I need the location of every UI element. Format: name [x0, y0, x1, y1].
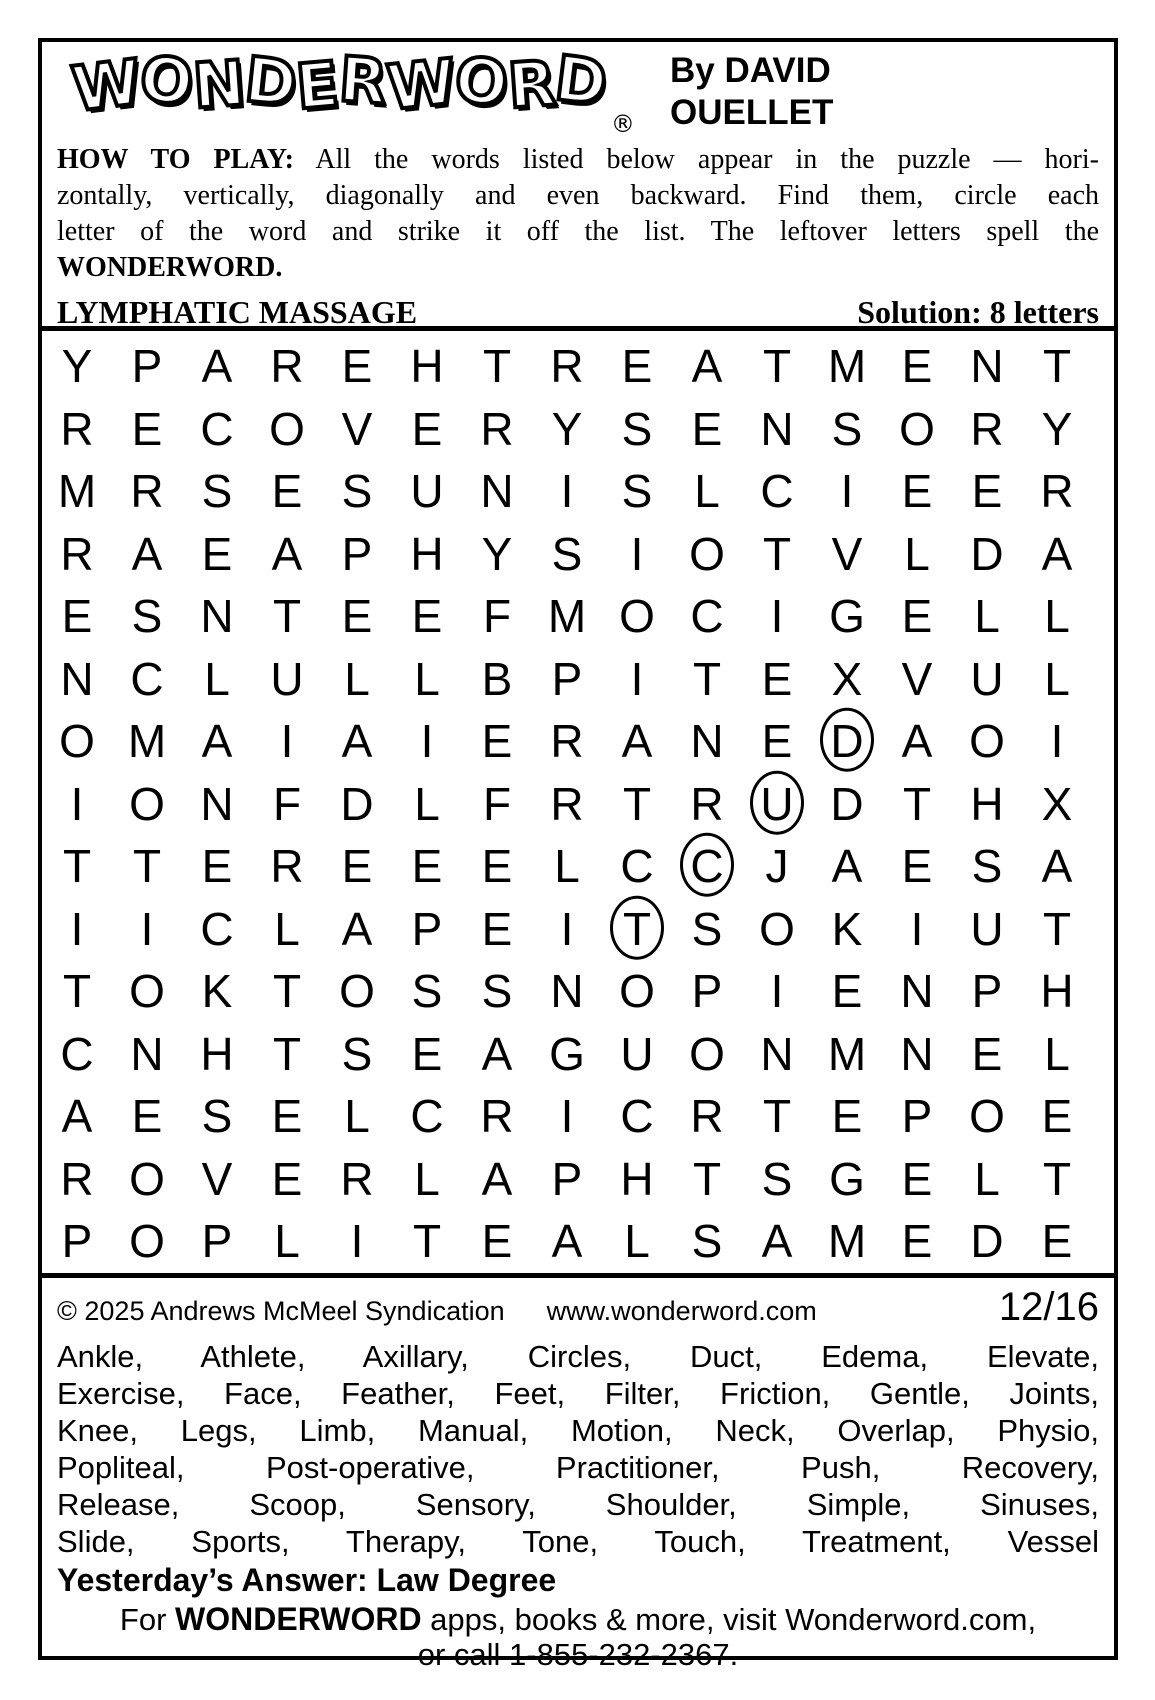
grid-cell: C: [690, 590, 724, 643]
grid-cell: N: [900, 965, 934, 1018]
grid-cell: T: [62, 965, 92, 1018]
grid-cell: U: [410, 465, 444, 518]
grid-cell: N: [60, 652, 94, 705]
byline-line1: By DAVID: [670, 51, 831, 90]
grid-cell: L: [274, 902, 300, 955]
grid-cell: C: [620, 840, 654, 893]
grid-cell: R: [60, 527, 94, 580]
grid-cell: Y: [61, 340, 93, 393]
grid-cell: T: [762, 1090, 792, 1143]
grid-cell: F: [272, 777, 302, 830]
byline-line2: OUELLET: [670, 93, 834, 132]
grid-cell: E: [131, 402, 163, 455]
grid-cell: K: [201, 965, 233, 1018]
word-list-line: Release, Scoop, Sensory, Shoulder, Simple, Sinuses,: [57, 1487, 1099, 1522]
grid-cell: P: [131, 340, 163, 393]
grid-cell: O: [339, 965, 375, 1018]
grid-cell: C: [620, 1090, 654, 1143]
grid-cell: D: [830, 777, 864, 830]
grid-cell: A: [1041, 527, 1073, 580]
grid-cell: R: [60, 1152, 94, 1205]
grid-cell: P: [691, 965, 723, 1018]
grid-cell: M: [827, 1215, 867, 1268]
grid-cell: U: [620, 1027, 654, 1080]
grid-cell: N: [900, 1027, 934, 1080]
registered-mark: ®: [610, 110, 635, 138]
grid-cell: E: [901, 340, 933, 393]
grid-cell: L: [414, 652, 440, 705]
grid-cell: B: [481, 652, 513, 705]
grid-cell: S: [691, 1215, 723, 1268]
grid-cell: O: [689, 1027, 725, 1080]
grid-cell: U: [970, 902, 1004, 955]
grid-cell: R: [480, 402, 514, 455]
grid-cell: E: [131, 1090, 163, 1143]
grid-cell: R: [550, 777, 584, 830]
grid-cell: E: [481, 840, 513, 893]
logo-letter: D: [551, 41, 612, 120]
grid-cell: T: [622, 777, 652, 830]
grid-cell: P: [901, 1090, 933, 1143]
grid-cell: O: [129, 1215, 165, 1268]
grid-cell: T: [272, 590, 302, 643]
grid-cell: T: [62, 840, 92, 893]
grid-cell: I: [770, 965, 784, 1018]
grid-cell: N: [690, 715, 724, 768]
grid-cell: R: [340, 1152, 374, 1205]
word-list: [57, 1338, 1099, 1560]
divider-bottom: [42, 1273, 1114, 1278]
grid-cell: E: [971, 1027, 1003, 1080]
wonderword-bold: WONDERWORD.: [57, 252, 283, 283]
yesterdays-answer: [57, 1561, 1099, 1599]
grid-cell: T: [272, 965, 302, 1018]
grid-cell: I: [630, 652, 644, 705]
grid-cell: E: [901, 840, 933, 893]
grid-cell: L: [694, 465, 720, 518]
grid-cell: O: [59, 715, 95, 768]
grid-cell: S: [481, 965, 513, 1018]
grid-cell: A: [761, 1215, 793, 1268]
grid-cell: P: [61, 1215, 93, 1268]
grid-cell: T: [1042, 340, 1072, 393]
puzzle-date: 12/16: [998, 1285, 1099, 1329]
logo-letter: N: [190, 46, 248, 123]
promo: [57, 1602, 1099, 1672]
grid-cell: R: [690, 1090, 724, 1143]
grid-cell: P: [341, 527, 373, 580]
grid-cell: O: [129, 965, 165, 1018]
grid-cell: A: [271, 527, 303, 580]
grid-cell: R: [130, 465, 164, 518]
grid-cell: G: [829, 590, 865, 643]
grid-cell: V: [201, 1152, 233, 1205]
grid-cell: S: [411, 965, 443, 1018]
grid-cell: E: [1041, 1215, 1073, 1268]
grid-cell: M: [827, 340, 867, 393]
grid-cell: L: [554, 840, 580, 893]
grid-cell: A: [341, 715, 373, 768]
word-list-line: Ankle, Athlete, Axillary, Circles, Duct, Edema, Elevate,: [57, 1339, 1099, 1374]
grid-cell: O: [759, 902, 795, 955]
grid-cell: H: [410, 527, 444, 580]
grid-cell: S: [761, 1152, 793, 1205]
grid-cell: E: [341, 590, 373, 643]
grid-cell: M: [827, 1027, 867, 1080]
grid-cell: E: [411, 1027, 443, 1080]
footer: [42, 1285, 1114, 1672]
grid-cell: N: [550, 965, 584, 1018]
grid-cell: A: [621, 715, 653, 768]
grid-cell: E: [271, 465, 303, 518]
grid-cell: J: [765, 840, 789, 893]
grid-cell: I: [70, 777, 84, 830]
grid-cell: E: [901, 1152, 933, 1205]
grid-cell: M: [57, 465, 97, 518]
grid-cell: I: [350, 1215, 364, 1268]
grid-cell: O: [899, 402, 935, 455]
grid-cell: E: [831, 965, 863, 1018]
grid-cell: H: [410, 340, 444, 393]
grid-cell: O: [619, 590, 655, 643]
grid-cell: I: [630, 527, 644, 580]
grid-cell: M: [127, 715, 167, 768]
logo-letter: E: [293, 47, 343, 124]
grid-cell: O: [969, 715, 1005, 768]
grid-cell: N: [200, 777, 234, 830]
grid-cell: S: [201, 1090, 233, 1143]
word-list-line: Exercise, Face, Feather, Feet, Filter, Friction, Gentle, Joints,: [57, 1376, 1099, 1411]
grid-cell: X: [1041, 777, 1073, 830]
grid-cell: O: [129, 1152, 165, 1205]
grid-cell: A: [61, 1090, 93, 1143]
grid-cell: E: [481, 715, 513, 768]
grid-cell-circled: U: [742, 773, 812, 836]
copyright-row: [57, 1285, 1099, 1330]
grid-cell: L: [414, 777, 440, 830]
logo-letter: W: [383, 44, 459, 125]
grid-cell: C: [410, 1090, 444, 1143]
grid-cell: I: [910, 902, 924, 955]
grid-cell: E: [621, 340, 653, 393]
grid-cell: C: [760, 465, 794, 518]
grid-cell: E: [341, 340, 373, 393]
how-to-play-line3: letter of the word and strike it off the list. The leftover letters spell the: [57, 216, 1099, 247]
logo-row: [42, 42, 1114, 138]
grid-cell: I: [70, 902, 84, 955]
grid-cell-circled: T: [602, 898, 672, 961]
grid-cell: I: [1050, 715, 1064, 768]
grid-cell: L: [344, 1090, 370, 1143]
grid-cell: E: [411, 590, 443, 643]
grid-cell: L: [1044, 1027, 1070, 1080]
promo-line1: [57, 1602, 1099, 1637]
grid-cell: H: [1040, 965, 1074, 1018]
grid-cell: E: [271, 1152, 303, 1205]
grid-cell: P: [551, 1152, 583, 1205]
grid-cell: R: [690, 777, 724, 830]
title-row: [57, 294, 1099, 331]
grid-cell: E: [481, 1215, 513, 1268]
grid-cell: R: [550, 715, 584, 768]
logo-letter: W: [68, 45, 145, 126]
grid-cell: I: [280, 715, 294, 768]
grid-cell: E: [831, 1090, 863, 1143]
grid-cell: A: [201, 340, 233, 393]
grid-cell: I: [560, 902, 574, 955]
grid-cell: L: [624, 1215, 650, 1268]
grid-cell: S: [621, 465, 653, 518]
grid-cell: U: [970, 652, 1004, 705]
grid-cell: I: [560, 1090, 574, 1143]
grid-cell: M: [547, 590, 587, 643]
grid-cell: H: [620, 1152, 654, 1205]
grid-cell: T: [1042, 902, 1072, 955]
grid-cell: E: [201, 527, 233, 580]
grid-cell: V: [901, 652, 933, 705]
grid-cell: N: [480, 465, 514, 518]
how-to-play-line4: [57, 250, 1099, 286]
grid-cell: A: [201, 715, 233, 768]
grid-cell: R: [60, 402, 94, 455]
grid-cell: E: [971, 465, 1003, 518]
grid-cell: D: [340, 777, 374, 830]
grid-cell: U: [270, 652, 304, 705]
grid-cell: C: [200, 902, 234, 955]
grid-cell: R: [480, 1090, 514, 1143]
grid-cell: T: [272, 1027, 302, 1080]
grid-cell: Y: [481, 527, 513, 580]
how-to-play-label: HOW TO PLAY:: [57, 144, 294, 175]
grid-cell: G: [829, 1152, 865, 1205]
grid-cell: R: [970, 402, 1004, 455]
grid-cell: E: [901, 590, 933, 643]
promo-for: For: [119, 1602, 167, 1637]
grid-cell: O: [129, 777, 165, 830]
grid-cell: P: [411, 902, 443, 955]
grid-cell: L: [974, 590, 1000, 643]
grid-cell: R: [550, 340, 584, 393]
grid-cell: O: [619, 965, 655, 1018]
promo-line2: or call 1-855-232-2367.: [417, 1637, 739, 1672]
grid-cell: E: [761, 652, 793, 705]
grid-cell: E: [201, 840, 233, 893]
grid-cell: A: [831, 840, 863, 893]
grid-cell: C: [130, 652, 164, 705]
grid-cell: O: [269, 402, 305, 455]
letter-grid: [42, 331, 1092, 1273]
grid-cell: T: [902, 777, 932, 830]
grid-cell: A: [1041, 840, 1073, 893]
logo-letter: R: [505, 46, 559, 123]
grid-cell: N: [760, 402, 794, 455]
grid-cell: E: [901, 465, 933, 518]
grid-cell: T: [132, 840, 162, 893]
grid-cell: F: [482, 777, 512, 830]
grid-cell: I: [770, 590, 784, 643]
grid-cell: L: [274, 1215, 300, 1268]
logo-letter: O: [137, 41, 197, 120]
grid-cell: E: [411, 840, 443, 893]
solution-note: Solution: 8 letters: [857, 294, 1099, 330]
puzzle-title: LYMPHATIC MASSAGE: [57, 294, 418, 330]
grid-cell: E: [1041, 1090, 1073, 1143]
grid-cell: Y: [551, 402, 583, 455]
grid-cell: I: [420, 715, 434, 768]
grid-cell: L: [904, 527, 930, 580]
grid-cell: R: [270, 340, 304, 393]
grid-cell: S: [691, 902, 723, 955]
grid-cell: T: [1042, 1152, 1072, 1205]
grid-cell: E: [761, 715, 793, 768]
grid-cell: L: [1044, 652, 1070, 705]
grid-cell: T: [762, 527, 792, 580]
grid-cell: S: [831, 402, 863, 455]
grid-cell: T: [692, 652, 722, 705]
how-to-play-line2: zontally, vertically, diagonally and even backward. Find them, circle each: [57, 180, 1099, 211]
logo-letter: O: [452, 42, 511, 121]
website-text: www.wonderword.com: [546, 1296, 817, 1326]
grid-cell: A: [901, 715, 933, 768]
grid-cell: E: [901, 1215, 933, 1268]
grid-cell: A: [691, 340, 723, 393]
word-list-line: Knee, Legs, Limb, Manual, Motion, Neck, Overlap, Physio,: [57, 1413, 1099, 1448]
grid-cell: C: [200, 402, 234, 455]
grid-cell: O: [969, 1090, 1005, 1143]
grid-cell: A: [551, 1215, 583, 1268]
grid-cell: R: [270, 840, 304, 893]
grid-cell: I: [840, 465, 854, 518]
grid-cell: N: [200, 590, 234, 643]
grid-cell: L: [974, 1152, 1000, 1205]
grid-cell: V: [341, 402, 373, 455]
grid-cell: V: [831, 527, 863, 580]
grid-cell: E: [61, 590, 93, 643]
grid-cell: A: [481, 1152, 513, 1205]
grid-cell: H: [970, 777, 1004, 830]
grid-cell: O: [689, 527, 725, 580]
word-list-line: Popliteal, Post-operative, Practitioner, Push, Recovery,: [57, 1450, 1099, 1485]
grid-cell: N: [970, 340, 1004, 393]
grid-cell: D: [970, 527, 1004, 580]
grid-cell: L: [1044, 590, 1070, 643]
header: [42, 41, 1114, 330]
grid-cell: P: [201, 1215, 233, 1268]
grid-cell: T: [482, 340, 512, 393]
grid-cell: S: [341, 1027, 373, 1080]
grid-cell-circled: C: [672, 835, 742, 898]
grid-cell: S: [621, 402, 653, 455]
grid-cell: A: [341, 902, 373, 955]
grid-cell: X: [831, 652, 863, 705]
yesterdays-answer-value: Law Degree: [376, 1562, 557, 1598]
grid-cell: L: [414, 1152, 440, 1205]
grid-cell: Y: [1041, 402, 1073, 455]
grid-cell: D: [970, 1215, 1004, 1268]
yesterdays-answer-label: Yesterday’s Answer:: [57, 1562, 368, 1598]
grid-cell: S: [551, 527, 583, 580]
grid-cell: A: [481, 1027, 513, 1080]
grid-cell: I: [140, 902, 154, 955]
word-list-line: Slide, Sports, Therapy, Tone, Touch, Treatment, Vessel: [57, 1524, 1099, 1559]
logo-letter: R: [336, 42, 390, 119]
puzzle-frame: [38, 38, 1118, 1672]
grid-cell: N: [130, 1027, 164, 1080]
grid-cell: L: [344, 652, 370, 705]
grid-cell: H: [200, 1027, 234, 1080]
wonderword-logo: [68, 41, 635, 155]
copyright-text: © 2025 Andrews McMeel Syndication: [57, 1296, 505, 1326]
grid-cell: S: [201, 465, 233, 518]
grid-cell: N: [760, 1027, 794, 1080]
how-to-play-line1-text: All the words listed below appear in the puzzle — hori-: [293, 144, 1099, 175]
logo-letter: D: [241, 42, 301, 121]
grid-cell: R: [1040, 465, 1074, 518]
grid-cell: I: [560, 465, 574, 518]
grid-cell: E: [411, 402, 443, 455]
grid-cell: P: [971, 965, 1003, 1018]
grid-cell: S: [131, 590, 163, 643]
grid-cell: F: [482, 590, 512, 643]
grid-cell: K: [831, 902, 863, 955]
grid-cell: T: [762, 340, 792, 393]
promo-rest: apps, books & more, visit Wonderword.com,: [430, 1602, 1037, 1637]
grid-cell: A: [131, 527, 163, 580]
grid-cell: T: [692, 1152, 722, 1205]
promo-brand: WONDERWORD: [175, 1601, 422, 1637]
grid-cell: E: [481, 902, 513, 955]
grid-cell-circled: D: [812, 710, 882, 773]
grid-cell: T: [412, 1215, 442, 1268]
grid-cell: E: [271, 1090, 303, 1143]
grid-cell: E: [691, 402, 723, 455]
grid-cell: C: [60, 1027, 94, 1080]
grid-cell: S: [341, 465, 373, 518]
grid-cell: P: [551, 652, 583, 705]
byline: [670, 50, 833, 134]
grid-cell: L: [204, 652, 230, 705]
grid-cell: E: [341, 840, 373, 893]
grid-cell: G: [549, 1027, 585, 1080]
grid-cell: S: [971, 840, 1003, 893]
how-to-play: [57, 142, 1099, 286]
